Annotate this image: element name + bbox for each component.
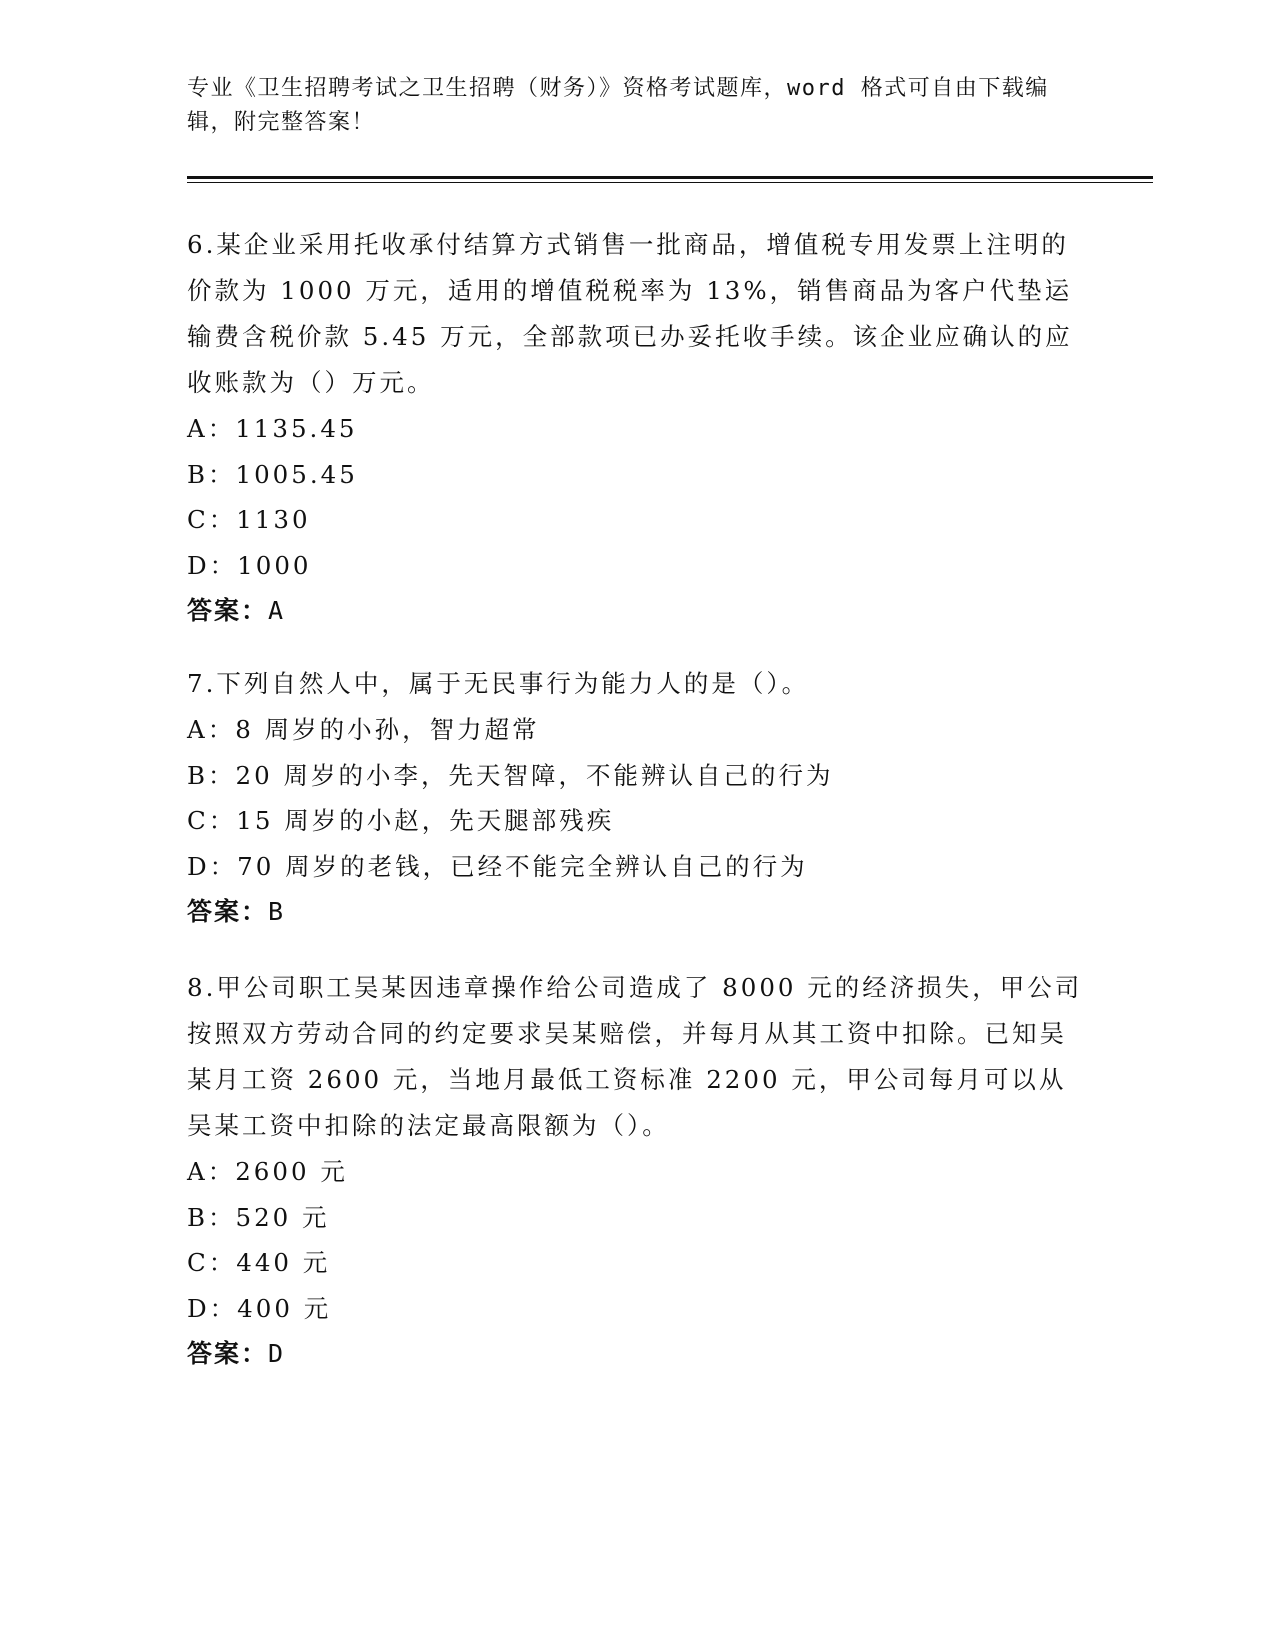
option-a: A：1135.45	[187, 414, 358, 443]
option-b: B：20 周岁的小李，先天智障，不能辨认自己的行为	[187, 760, 834, 790]
option-c: C：15 周岁的小赵，先天腿部残疾	[187, 806, 615, 835]
question-stem: 6.某企业采用托收承付结算方式销售一批商品，增值税专用发票上注明的价款为 1000 万元，适用的增值税税率为 13%，销售商品为客户代垫运输费含税价款 5.45 万元，全部款项已办妥托收手续。该企业应确认的应收账款为（）万元。	[187, 230, 1073, 397]
answer-value: D	[268, 1339, 285, 1368]
option-d: D：70 周岁的老钱，已经不能完全辨认自己的行为	[187, 851, 808, 881]
answer-value: B	[268, 897, 285, 926]
question-6	[187, 222, 1087, 634]
option-c: C：440 元	[187, 1248, 331, 1277]
option-b: B：520 元	[187, 1202, 330, 1232]
document-intro: 专业《卫生招聘考试之卫生招聘（财务）》资格考试题库，word 格式可自由下载编辑，附完整答案！	[187, 76, 1049, 135]
option-d: D：1000	[187, 550, 312, 580]
answer-label: 答案：	[187, 1339, 269, 1368]
option-b: B：1005.45	[187, 459, 358, 489]
option-a: A：8 周岁的小孙，智力超常	[187, 715, 540, 744]
answer-label: 答案：	[187, 596, 269, 625]
option-c: C：1130	[187, 505, 311, 534]
question-stem: 7.下列自然人中，属于无民事行为能力人的是（）。	[187, 669, 810, 698]
answer-line	[187, 588, 1087, 634]
header-divider-thin	[187, 182, 1153, 183]
question-7	[187, 661, 1087, 935]
answer-label: 答案：	[187, 897, 269, 926]
answer-line	[187, 1331, 1087, 1377]
option-a: A：2600 元	[187, 1157, 348, 1186]
question-stem: 8.甲公司职工吴某因违章操作给公司造成了 8000 元的经济损失，甲公司按照双方劳动合同的约定要求吴某赔偿，并每月从其工资中扣除。已知吴某月工资 2600 元，当地月最低工资标准 2200 元，甲公司每月可以从吴某工资中扣除的法定最高限额为（）。	[187, 973, 1083, 1140]
header-divider-thick	[187, 176, 1153, 179]
answer-value: A	[268, 596, 285, 625]
option-d: D：400 元	[187, 1293, 332, 1323]
answer-line	[187, 889, 1087, 935]
question-8	[187, 965, 1087, 1377]
